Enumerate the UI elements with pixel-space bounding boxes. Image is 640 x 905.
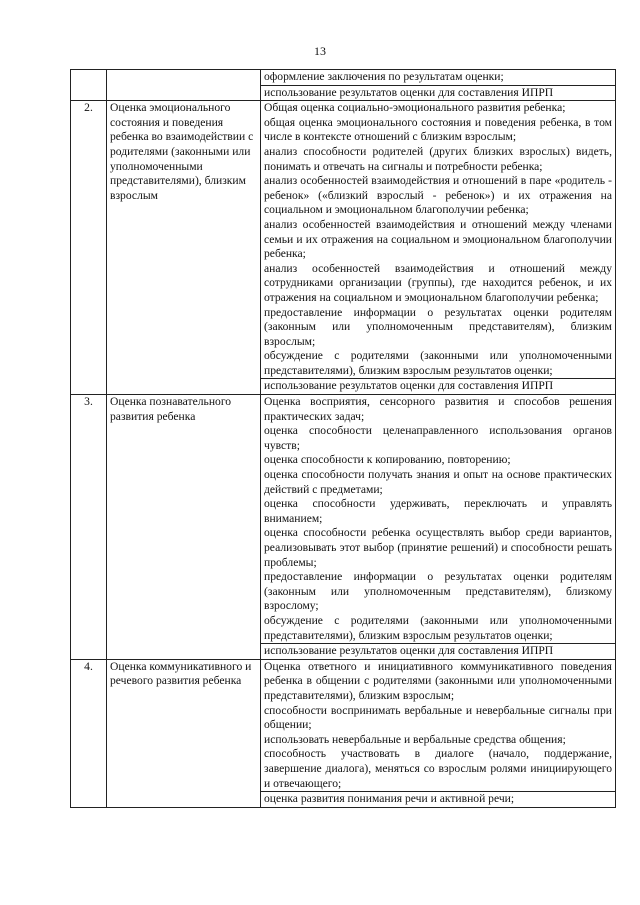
assessment-description <box>261 70 616 101</box>
description-line: способности воспринимать вербальные и невербальные сигналы при общении; <box>264 703 612 732</box>
description-line: использование результатов оценки для составления ИПРП <box>261 85 615 101</box>
row-number <box>71 70 107 101</box>
assessment-description <box>261 659 616 807</box>
row-number: 2. <box>71 101 107 395</box>
description-line: обсуждение с родителями (законными или уполномоченными представителями), близким взрослым результатов оценки; <box>264 613 612 642</box>
table-row <box>71 101 616 395</box>
assessment-description <box>261 101 616 395</box>
description-line: оформление заключения по результатам оценки; <box>264 70 504 83</box>
assessment-name: Оценка эмоционального состояния и поведения ребенка во взаимодействии с родителями (законными или уполномоченными представителями), близким взрослым <box>107 101 261 395</box>
row-number: 4. <box>71 659 107 807</box>
description-line: общая оценка эмоционального состояния и поведения ребенка, в том числе в контексте отношений с близким взрослым; <box>264 115 612 144</box>
description-line: использование результатов оценки для составления ИПРП <box>261 643 615 659</box>
assessment-name <box>107 70 261 101</box>
page-number: 13 <box>314 44 326 58</box>
table-body <box>71 70 616 808</box>
assessment-name: Оценка коммуникативного и речевого развития ребенка <box>107 659 261 807</box>
description-line: использовать невербальные и вербальные средства общения; <box>264 732 566 746</box>
description-line: оценка способности к копированию, повторению; <box>264 453 511 467</box>
description-line: предоставление информации о результатах оценки родителям (законным или уполномоченным представителям), близкому взрослому; <box>264 570 612 613</box>
description-line: анализ способности родителей (других близких взрослых) видеть, понимать и отвечать на сигналы и потребности ребенка; <box>264 144 612 173</box>
description-line: обсуждение с родителями (законными или уполномоченными представителями), близким взрослым результатов оценки; <box>264 349 612 377</box>
description-line: Общая оценка социально-эмоционального развития ребенка; <box>264 101 566 115</box>
row-number: 3. <box>71 395 107 660</box>
description-line: оценка развития понимания речи и активной речи; <box>261 791 615 807</box>
table-row <box>71 70 616 101</box>
description-line: предоставление информации о результатах оценки родителям (законным или уполномоченным представителям), близким взрослым; <box>264 305 612 348</box>
description-line: Оценка восприятия, сенсорного развития и способов решения практических задач; <box>264 395 612 423</box>
assessment-table <box>70 69 616 808</box>
description-line: способность участвовать в диалоге (начало, поддержание, завершение диалога), меняться со взрослым ролями инициирующего и отвечающего; <box>264 747 612 790</box>
table-row <box>71 659 616 807</box>
description-line: анализ особенностей взаимодействия и отношений между членами семьи и их отражения на социальном и эмоциональном благополучии ребенка; <box>264 217 612 261</box>
description-line: анализ особенностей взаимодействия и отношений между сотрудниками организации (группы), где находится ребенок, и их отражения на социальном и эмоциональном благополучии ребенка; <box>264 261 612 304</box>
description-line: оценка способности удерживать, переключать и управлять вниманием; <box>264 497 612 525</box>
description-line: оценка способности целенаправленного использования органов чувств; <box>264 424 612 452</box>
table-row <box>71 395 616 660</box>
assessment-description <box>261 395 616 660</box>
description-line: оценка способности ребенка осуществлять выбор среди вариантов, реализовывать этот выбор (принятие решений) и способности решать проблемы; <box>264 526 612 569</box>
description-line: Оценка ответного и инициативного коммуникативного поведения ребенка в общении с родителями (законными или уполномоченными представителями), близким взрослым; <box>264 659 612 702</box>
description-line: использование результатов оценки для составления ИПРП <box>261 378 615 394</box>
description-line: оценка способности получать знания и опыт на основе практических действий с предметами; <box>264 468 612 496</box>
description-line: анализ особенностей взаимодействия и отношений в паре «родитель - ребенок» («близкий взрослый - ребенок») и их отражения на социальном и эмоциональном благополучии ребенка; <box>264 174 612 217</box>
assessment-name: Оценка познавательного развития ребенка <box>107 395 261 660</box>
